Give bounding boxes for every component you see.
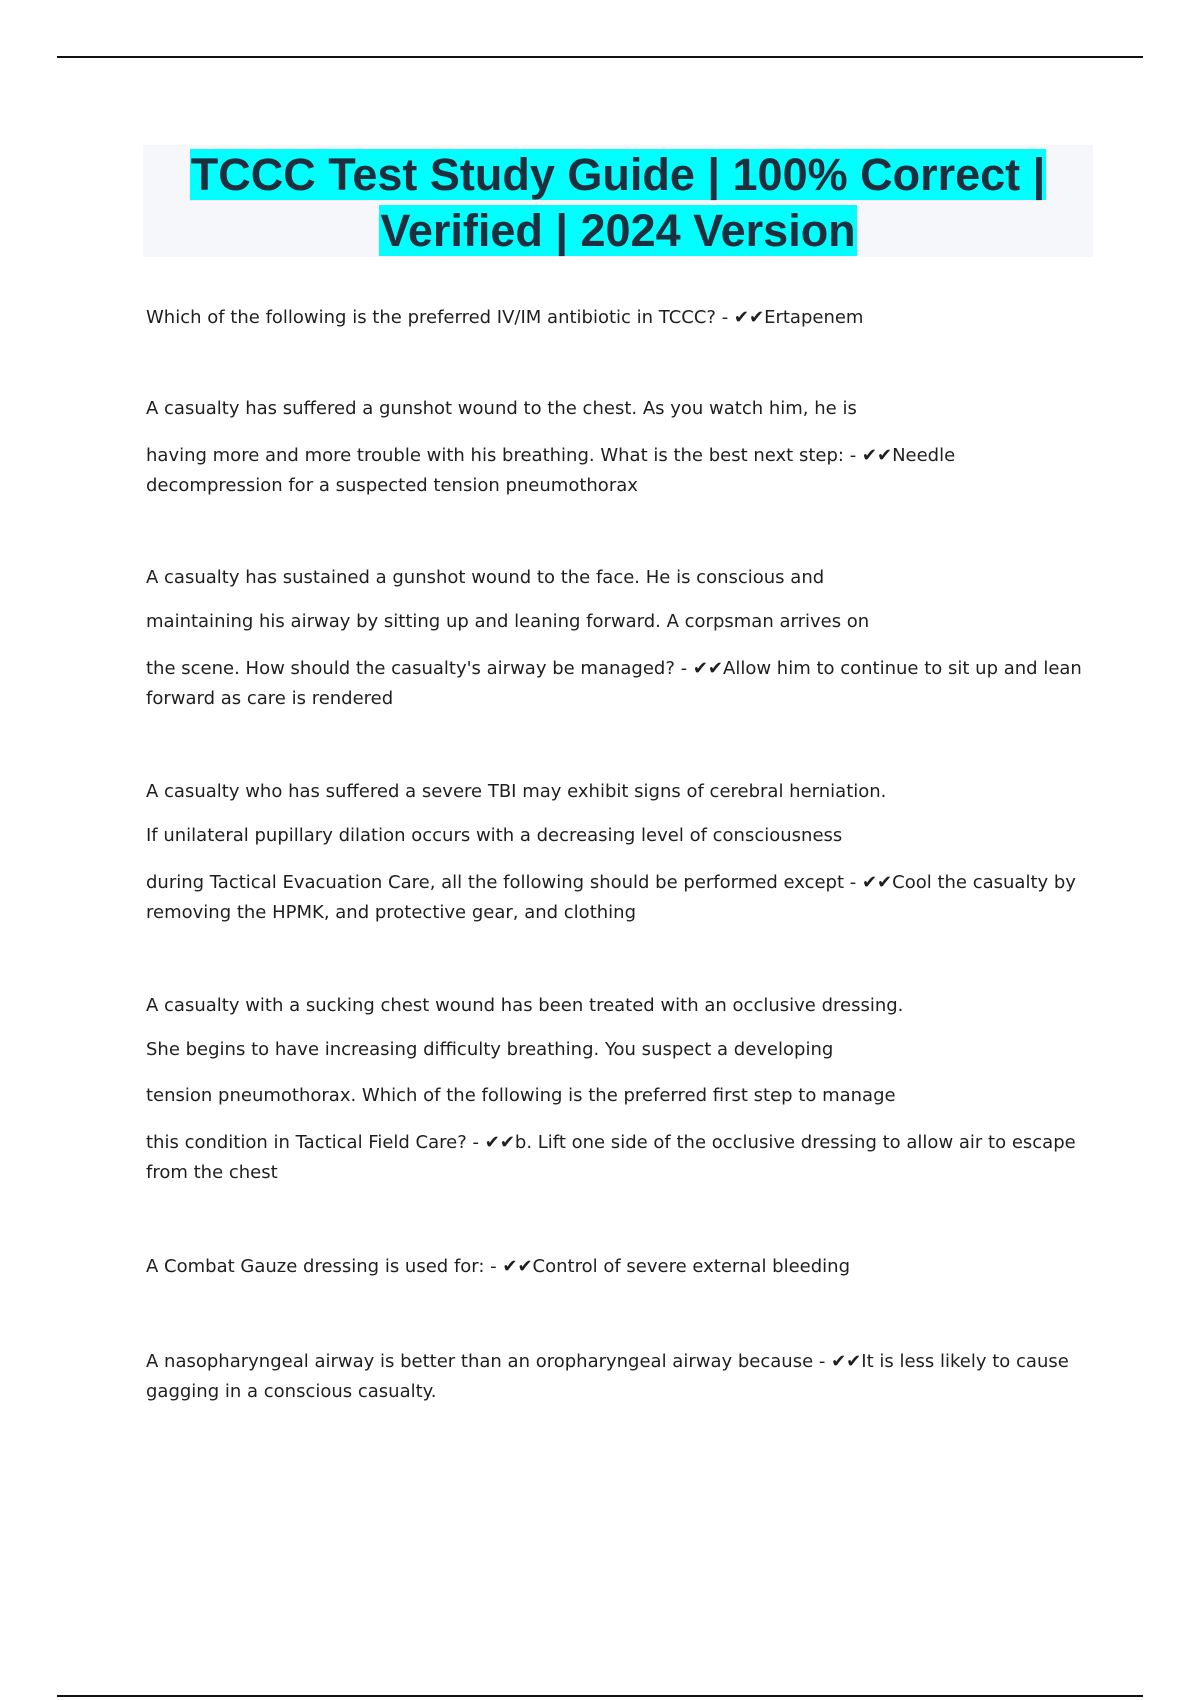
qa-item-line: maintaining his airway by sitting up and leaning forward. A corpsman arrives on xyxy=(146,611,870,632)
qa-item-line: A casualty who has suffered a severe TBI may exhibit signs of cerebral herniation. xyxy=(146,781,887,802)
qa-item-text: Which of the following is the preferred IV/IM antibiotic in TCCC? - ✔✔Ertapenem xyxy=(146,307,864,328)
title-block xyxy=(143,145,1093,257)
qa-item-1 xyxy=(146,303,1091,333)
document-title xyxy=(143,145,1093,259)
qa-item-3 xyxy=(146,564,1091,714)
top-rule xyxy=(57,56,1143,58)
qa-item-4 xyxy=(146,778,1091,928)
qa-item-6 xyxy=(146,1252,1091,1282)
qa-item-line: She begins to have increasing difficulty breathing. You suspect a developing xyxy=(146,1039,834,1060)
qa-item-line: A casualty with a sucking chest wound has been treated with an occlusive dressing. xyxy=(146,995,904,1016)
qa-item-text: A nasopharyngeal airway is better than an oropharyngeal airway because - ✔✔It is less likely to cause gagging in a conscious casualty. xyxy=(146,1351,1069,1402)
qa-item-text: A Combat Gauze dressing is used for: - ✔✔Control of severe external bleeding xyxy=(146,1256,851,1277)
document-title-text: TCCC Test Study Guide | 100% Correct | Verified | 2024 Version xyxy=(190,149,1046,256)
qa-item-text: this condition in Tactical Field Care? - ✔✔b. Lift one side of the occlusive dressing to allow air to escape from the chest xyxy=(146,1132,1076,1183)
qa-item-text: during Tactical Evacuation Care, all the following should be performed except - ✔✔Cool the casualty by removing the HPMK, and protective gear, and clothing xyxy=(146,872,1076,923)
bottom-rule xyxy=(57,1695,1143,1697)
qa-item-line: If unilateral pupillary dilation occurs with a decreasing level of consciousness xyxy=(146,825,843,846)
qa-item-line: A casualty has suffered a gunshot wound to the chest. As you watch him, he is xyxy=(146,398,857,419)
qa-item-line: tension pneumothorax. Which of the following is the preferred first step to manage xyxy=(146,1085,896,1106)
qa-item-5 xyxy=(146,992,1091,1188)
qa-item-2 xyxy=(146,395,1091,501)
qa-item-7 xyxy=(146,1347,1091,1407)
qa-item-line: A casualty has sustained a gunshot wound to the face. He is conscious and xyxy=(146,567,825,588)
qa-item-text: the scene. How should the casualty's airway be managed? - ✔✔Allow him to continue to sit up and lean forward as care is rendered xyxy=(146,658,1082,709)
qa-item-text: having more and more trouble with his breathing. What is the best next step: - ✔✔Needle decompression for a suspected tension pneumothorax xyxy=(146,445,956,496)
